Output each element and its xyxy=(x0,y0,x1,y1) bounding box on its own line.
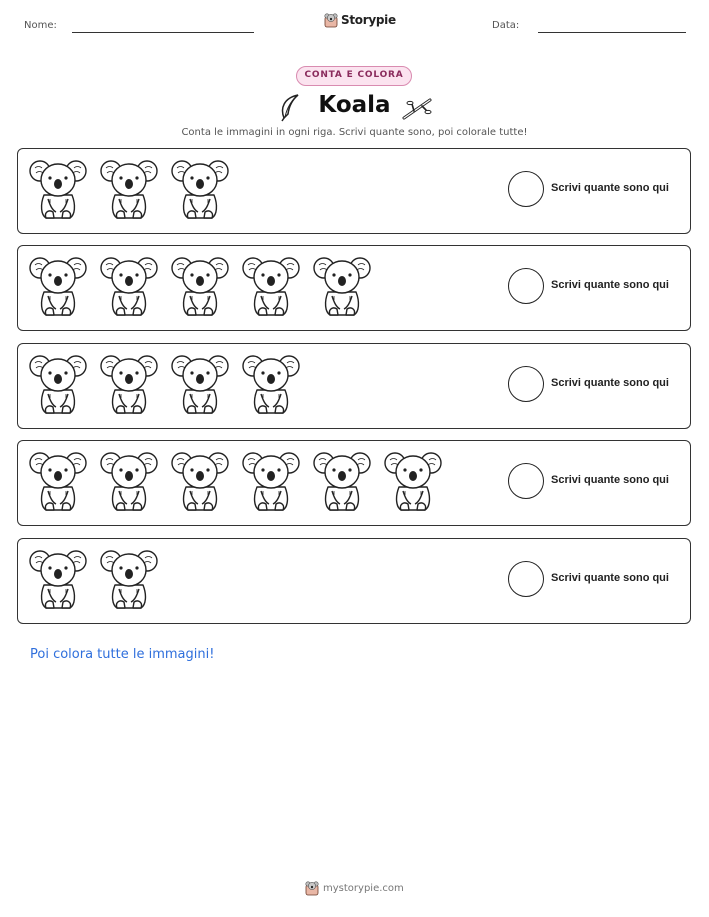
name-field[interactable] xyxy=(72,32,254,33)
footer-site-url: mystorypie.com xyxy=(323,882,404,894)
koala-icon xyxy=(28,155,88,221)
storypie-koala-logo-icon xyxy=(324,12,338,28)
activity-badge: CONTA E COLORA xyxy=(296,66,412,86)
answer-circle[interactable] xyxy=(508,463,544,499)
koala-icon xyxy=(28,350,88,416)
answer-circle[interactable] xyxy=(508,366,544,402)
koala-icon xyxy=(170,447,230,513)
counting-row xyxy=(17,343,691,429)
koala-icon xyxy=(383,447,443,513)
footer-note: Poi colora tutte le immagini! xyxy=(30,647,215,662)
worksheet-title: Koala xyxy=(318,92,391,118)
koala-icon xyxy=(99,155,159,221)
koala-icon xyxy=(170,252,230,318)
counting-row xyxy=(17,148,691,234)
answer-circle[interactable] xyxy=(508,268,544,304)
counting-row xyxy=(17,245,691,331)
counting-row xyxy=(17,538,691,624)
answer-label: Scrivi quante sono qui xyxy=(551,474,669,486)
koala-icon xyxy=(28,545,88,611)
answer-label: Scrivi quante sono qui xyxy=(551,572,669,584)
koala-icon xyxy=(99,447,159,513)
koala-icon xyxy=(170,155,230,221)
answer-circle[interactable] xyxy=(508,171,544,207)
koala-icon xyxy=(28,252,88,318)
title-row xyxy=(0,90,709,124)
answer-label: Scrivi quante sono qui xyxy=(551,279,669,291)
koala-icon xyxy=(241,350,301,416)
koala-icon xyxy=(312,447,372,513)
answer-label: Scrivi quante sono qui xyxy=(551,182,669,194)
koala-icon xyxy=(99,252,159,318)
answer-label: Scrivi quante sono qui xyxy=(551,377,669,389)
koala-icon xyxy=(99,350,159,416)
koala-icon xyxy=(99,545,159,611)
footer-site xyxy=(305,880,404,896)
storypie-koala-logo-icon xyxy=(305,880,319,896)
answer-circle[interactable] xyxy=(508,561,544,597)
koala-icon xyxy=(312,252,372,318)
koala-icon xyxy=(170,350,230,416)
counting-row xyxy=(17,440,691,526)
koala-icon xyxy=(241,447,301,513)
brand-logo xyxy=(324,12,396,28)
instructions: Conta le immagini in ogni riga. Scrivi quante sono, poi colorale tutte! xyxy=(181,127,528,138)
koala-icon xyxy=(241,252,301,318)
branch-icon xyxy=(402,94,434,122)
date-label: Data: xyxy=(492,20,520,31)
date-field[interactable] xyxy=(538,32,686,33)
brand-name: Storypie xyxy=(341,13,396,27)
name-label: Nome: xyxy=(24,20,57,31)
koala-icon xyxy=(28,447,88,513)
